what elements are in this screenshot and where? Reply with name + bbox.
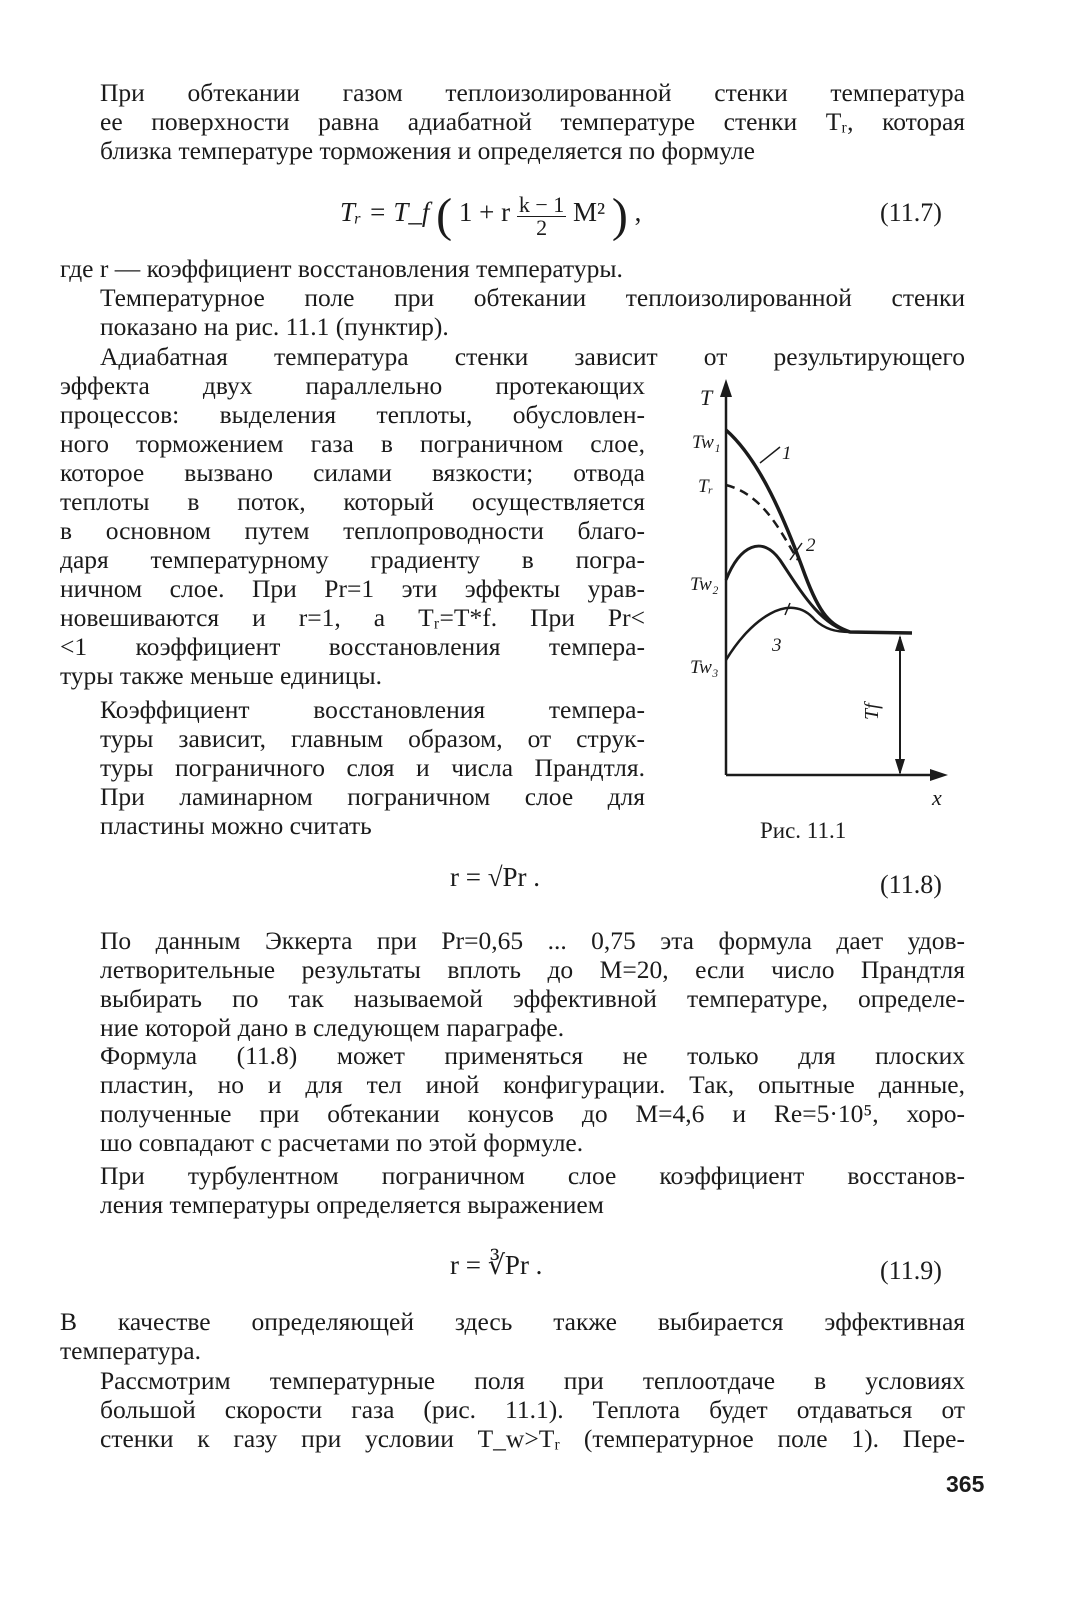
curve-2 bbox=[726, 546, 850, 632]
equation-number: (11.7) bbox=[880, 198, 942, 227]
text-line: полученные при обтекании конусов до M=4,6 и Re=5·10⁵, хоро- bbox=[100, 1099, 965, 1128]
paragraph-r-definition bbox=[60, 254, 965, 283]
equation-number: (11.8) bbox=[880, 870, 942, 899]
text-line: показано на рис. 11.1 (пунктир). bbox=[100, 312, 449, 341]
label-y-axis: T bbox=[700, 385, 713, 410]
tf-arrow-top bbox=[895, 635, 905, 651]
label-curve-1: 1 bbox=[782, 443, 792, 464]
text-line: туры также меньше единицы. bbox=[60, 661, 383, 690]
tf-arrow-bottom bbox=[895, 759, 905, 775]
paragraph-adiabatic-continued bbox=[60, 371, 645, 690]
paragraph-formula-applicability bbox=[60, 1041, 965, 1157]
label-curve-3: 3 bbox=[772, 635, 782, 656]
text-line: процессов: выделения теплоты, обусловлен- bbox=[60, 400, 645, 429]
formula-paren-open: ( bbox=[436, 189, 453, 242]
text-line: По данным Эккерта при Pr=0,65 ... 0,75 эта формула дает удов- bbox=[100, 926, 965, 955]
paragraph-effective-temperature bbox=[60, 1307, 965, 1365]
equation-number: (11.9) bbox=[880, 1256, 942, 1285]
text-line: где r — коэффициент восстановления температуры. bbox=[60, 254, 623, 283]
label-tw2: Tw₂ bbox=[690, 574, 719, 595]
text-line: пластины можно считать bbox=[100, 811, 372, 840]
formula-11-7 bbox=[340, 188, 641, 243]
text-line: даря температурному градиенту в погра- bbox=[60, 545, 645, 574]
text-line: теплоты в поток, который осуществляется bbox=[60, 487, 645, 516]
text-line: большой скорости газа (рис. 11.1). Теплота будет отдаваться от bbox=[100, 1395, 965, 1424]
text-line: стенки к газу при условии T_w>Tᵣ (температурное поле 1). Пере- bbox=[100, 1424, 965, 1453]
formula-numerator: k − 1 bbox=[518, 192, 565, 217]
text-line: туры зависит, главным образом, от струк- bbox=[100, 724, 645, 753]
text-line: При турбулентном пограничном слое коэффициент восстанов- bbox=[100, 1161, 965, 1190]
text-line: шо совпадают с расчетами по этой формуле. bbox=[100, 1128, 584, 1157]
label-curve-2: 2 bbox=[806, 535, 816, 556]
formula-11-8: r = √Pr . bbox=[450, 862, 541, 892]
formula-paren-close: ) bbox=[611, 189, 628, 242]
text-line: При ламинарном пограничном слое для bbox=[100, 782, 645, 811]
curve-3 bbox=[726, 608, 850, 660]
paragraph-turbulent bbox=[60, 1161, 965, 1219]
text-line: ничном слое. При Pr=1 эти эффекты урав- bbox=[60, 574, 645, 603]
text-line: ние которой дано в следующем параграфе. bbox=[100, 1013, 565, 1042]
text-line: близка температуре торможения и определяется по формуле bbox=[100, 136, 755, 165]
text-line: ления температуры определяется выражением bbox=[100, 1190, 604, 1219]
leader-1 bbox=[760, 447, 780, 463]
figure-11-1 bbox=[680, 375, 970, 815]
page-number: 365 bbox=[946, 1471, 985, 1497]
text-line: Формула (11.8) может применяться не только для плоских bbox=[100, 1041, 965, 1070]
text-line: Температурное поле при обтекании теплоизолированной стенки bbox=[100, 283, 965, 312]
label-tw1: Tw₁ bbox=[692, 432, 721, 453]
text-line: ного торможением газа в пограничном слое, bbox=[60, 429, 645, 458]
text-line: пластин, но и для тел иной конфигурации. Так, опытные данные, bbox=[100, 1070, 965, 1099]
text-line: выбирать по так называемой эффективной температуре, определе- bbox=[100, 984, 965, 1013]
paragraph-high-speed bbox=[60, 1366, 965, 1453]
text-line: температура. bbox=[60, 1336, 201, 1365]
label-x-axis: x bbox=[932, 785, 942, 810]
paragraph-recovery-factor bbox=[60, 695, 645, 840]
text-line: При обтекании газом теплоизолированной стенки температура bbox=[100, 78, 965, 107]
text-line: Рассмотрим температурные поля при теплоотдаче в условиях bbox=[100, 1366, 965, 1395]
y-axis-arrow bbox=[720, 379, 732, 397]
formula-lhs: Tᵣ = T_f bbox=[340, 197, 430, 227]
text-line: которое вызвано силами вязкости; отвода bbox=[60, 458, 645, 487]
figure-caption: Рис. 11.1 bbox=[760, 818, 847, 843]
label-tw3: Tw₃ bbox=[690, 657, 719, 678]
text-line: эффекта двух параллельно протекающих bbox=[60, 371, 645, 400]
formula-11-9: r = ∛Pr . bbox=[450, 1250, 543, 1280]
label-tr: Tᵣ bbox=[698, 476, 714, 497]
text-line: ее поверхности равна адиабатной температуре стенки Tᵣ, которая bbox=[100, 107, 965, 136]
text-line: в основном путем теплопроводности благо- bbox=[60, 516, 645, 545]
text-line: туры пограничного слоя и числа Прандтля. bbox=[100, 753, 645, 782]
formula-one: 1 + r bbox=[458, 197, 511, 227]
paragraph-intro bbox=[60, 78, 965, 165]
text-line: Коэффициент восстановления темпера- bbox=[100, 695, 645, 724]
paragraph-temperature-field bbox=[60, 283, 965, 341]
paragraph-eckert bbox=[60, 926, 965, 1042]
text-line: летворительные результаты вплоть до M=20, если число Прандтля bbox=[100, 955, 965, 984]
text-line: В качестве определяющей здесь также выбирается эффективная bbox=[60, 1307, 965, 1336]
text-line: Адиабатная температура стенки зависит от результирующего bbox=[100, 342, 965, 371]
curve-adiabatic-dashed bbox=[726, 485, 798, 560]
curve-1 bbox=[726, 430, 912, 633]
formula-denominator: 2 bbox=[536, 215, 548, 240]
formula-mach: M² bbox=[573, 197, 606, 227]
paragraph-adiabatic bbox=[60, 342, 965, 371]
text-line: новешиваются и r=1, а Tᵣ=T*f. При Pr< bbox=[60, 603, 645, 632]
formula-fraction bbox=[517, 194, 566, 239]
formula-comma: , bbox=[634, 197, 642, 227]
x-axis-arrow bbox=[930, 769, 948, 781]
text-line: <1 коэффициент восстановления темпера- bbox=[60, 632, 645, 661]
label-tf: Tf bbox=[861, 703, 883, 720]
